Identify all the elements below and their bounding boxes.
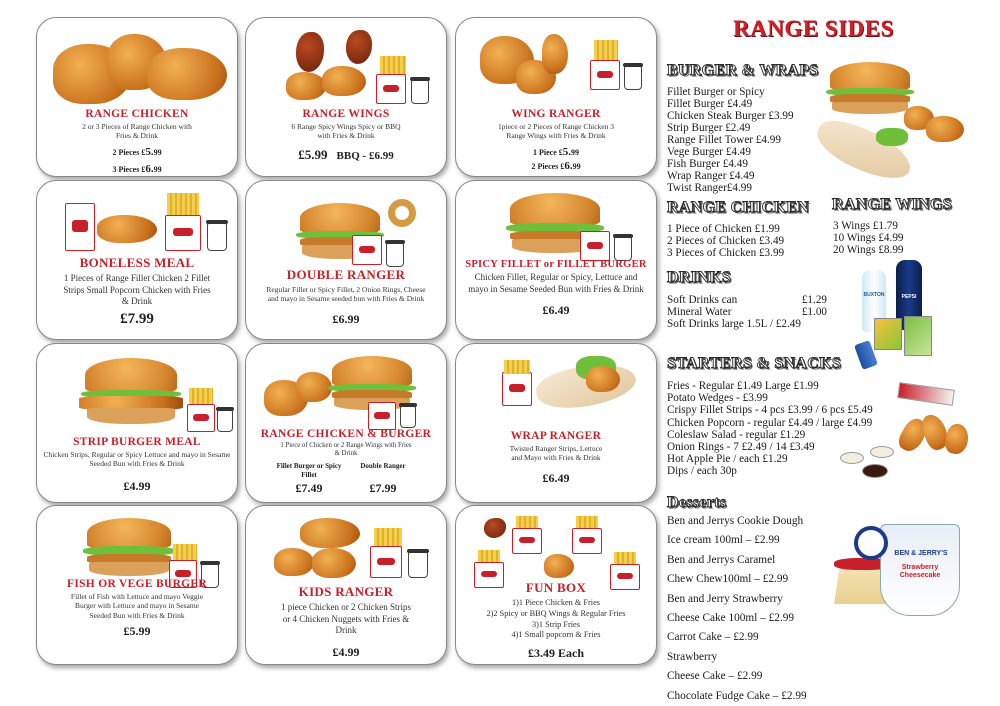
card-kids-ranger[interactable] [245, 505, 447, 665]
card-fun-box[interactable] [455, 505, 657, 665]
list-item: Dips / each 30p [667, 465, 737, 478]
list-item: Onion Rings - 7 £2.49 / 14 £3.49 [667, 441, 815, 454]
list-item: 10 Wings £4.99 [833, 232, 904, 244]
list-item: Ice cream 100ml – £2.99 [667, 534, 780, 547]
card-description: 1piece or 2 Pieces of Range Chicken 3 Range Wings with Fries & Drink [497, 122, 614, 141]
wrap-image [466, 352, 646, 438]
card-description: Chicken Fillet, Regular or Spicy, Lettuce and mayo in Sesame Seeded Bun with Fries & Drink [468, 272, 644, 294]
card-description: 1 Piece of Chicken or 2 Range Wings with Fries & Drink [280, 442, 412, 458]
list-item: Chicken Popcorn - regular £4.49 / large £4.99 [667, 416, 873, 429]
list-item: Soft Drinks large 1.5L / £2.49 [667, 318, 801, 330]
card-description: 2 or 3 Pieces of Range Chicken with Fries & Drink [82, 122, 192, 141]
card-title: RANGE WINGS [302, 108, 390, 120]
card-price: £6.49 [542, 470, 570, 485]
list-item: Fish Burger £4.49 [667, 158, 748, 170]
card-range-chicken[interactable] [36, 17, 238, 177]
card-title: STRIP BURGER MEAL [73, 436, 201, 448]
card-description: 1 Pieces of Range Fillet Chicken 2 Fillet Strips Small Popcorn Chicken with Fries & Drink [63, 273, 211, 307]
card-title: WRAP RANGER [510, 430, 602, 442]
card-title: FUN BOX [525, 580, 587, 595]
strip-burger-image [47, 352, 227, 438]
chicken-and-burger-image [256, 352, 436, 438]
card-wrap-ranger[interactable] [455, 343, 657, 503]
list-item: Twist Ranger£4.99 [667, 182, 752, 194]
section-title-range-wings: RANGE WINGS [832, 196, 952, 213]
card-boneless-meal[interactable] [36, 180, 238, 340]
card-range-wings[interactable] [245, 17, 447, 177]
card-title: KIDS RANGER [298, 584, 394, 599]
list-item: Cheese Cake – £2.99 [667, 670, 763, 683]
card-title: RANGE CHICKEN & BURGER [260, 428, 432, 440]
card-title: WING RANGER [511, 108, 601, 120]
card-wing-ranger[interactable] [455, 17, 657, 177]
range-wings-list [833, 220, 904, 256]
card-description: Fillet of Fish with Lettuce and mayo Veggie Burger with Lettuce and mayo in Sesame Seeded Bun with Fries & Drink [70, 592, 204, 620]
section-title-desserts: Desserts [667, 494, 727, 511]
card-price: £3.49 Each [527, 646, 584, 661]
price-lines: 2 Pieces £5.99 3 Pieces £6.99 [112, 145, 162, 176]
card-title: SPICY FILLET or FILLET BURGER [465, 259, 647, 270]
card-price: £4.99 [123, 478, 151, 493]
section-title-drinks: DRINKS [667, 269, 732, 286]
drinks-list [667, 294, 827, 330]
list-item: 3 Pieces of Chicken £3.99 [667, 247, 785, 259]
list-item: Wrap Ranger £4.49 [667, 170, 755, 182]
section-title-starters: STARTERS & SNACKS [667, 355, 842, 372]
list-item: Mineral Water £1.00 [667, 306, 827, 318]
card-description: Twisted Ranger Strips, Lettuce and Mayo with Fries & Drink [509, 444, 603, 463]
list-item: Ben and Jerry Strawberry [667, 592, 783, 605]
list-item: Crispy Fillet Strips - 4 pcs £3.99 / 6 pcs £5.49 [667, 404, 873, 417]
card-title: RANGE CHICKEN [85, 108, 189, 120]
snacks-image [838, 384, 978, 484]
price-lines: 1 Piece £5.99 2 Pieces £6.99 [531, 145, 581, 173]
double-ranger-image [256, 189, 436, 275]
card-double-ranger[interactable] [245, 180, 447, 340]
list-item: Ben and Jerrys Cookie Dough [667, 515, 804, 527]
card-price: £7.99 [120, 311, 154, 328]
card-price: £5.99 BBQ - £6.99 [298, 146, 394, 162]
wings-meal-image [256, 26, 436, 112]
list-item: Fillet Burger or Spicy [667, 86, 765, 98]
card-range-chicken-burger[interactable] [245, 343, 447, 503]
card-title: FISH OR VEGE BURGER [67, 578, 207, 590]
card-price: £5.99 [123, 624, 151, 639]
price-columns: Fillet Burger or Spicy Fillet £7.49 Double Ranger £7.99 [276, 461, 406, 496]
list-item: Strip Burger £2.49 [667, 122, 751, 134]
card-strip-burger[interactable] [36, 343, 238, 503]
burger-wrap-image [808, 58, 968, 194]
list-item: Cheese Cake 100ml – £2.99 [667, 612, 795, 625]
list-item: 20 Wings £8.99 [833, 244, 904, 256]
list-item: Fillet Burger £4.49 [667, 98, 753, 110]
card-title: BONELESS MEAL [79, 255, 195, 270]
card-description: 1 piece Chicken or 2 Chicken Strips or 4 Chicken Nuggets with Fries & Drink [281, 602, 411, 636]
burger-wraps-list [667, 86, 794, 194]
section-title-burger-wraps: BURGER & WRAPS [667, 62, 819, 79]
card-description: 6 Range Spicy Wings Spicy or BBQ with Fries & Drink [291, 122, 401, 141]
list-item: Carrot Cake – £2.99 [667, 631, 759, 644]
desserts-image: BEN & JERRY'S Strawberry Cheesecake [830, 520, 970, 632]
card-description: Chicken Strips, Regular or Spicy Lettuce and mayo in Sesame Seeded Bun with Fries & Drink [43, 450, 231, 469]
list-item: Hot Apple Pie / each £1.29 [667, 453, 788, 466]
range-sides-heading: RANGE SIDES [733, 16, 894, 41]
list-item: Chicken Steak Burger £3.99 [667, 110, 794, 122]
list-item: 2 Pieces of Chicken £3.49 [667, 235, 785, 247]
range-chicken-list [667, 223, 784, 259]
card-price: £4.99 [332, 645, 360, 660]
list-item: Chew Chew100ml – £2.99 [667, 573, 789, 586]
wing-ranger-image [466, 26, 646, 112]
list-item: Coleslaw Salad - regular £1.29 [667, 428, 806, 441]
drinks-image: BUXTON PEPSI [852, 258, 942, 376]
list-item: Potato Wedges - £3.99 [667, 392, 768, 405]
list-item: Fries - Regular £1.49 Large £1.99 [667, 380, 819, 392]
list-item: Strawberry [667, 650, 718, 663]
list-item: Chocolate Fudge Cake – £2.99 [667, 689, 807, 702]
card-price: £6.49 [542, 303, 570, 318]
card-fish-vege[interactable] [36, 505, 238, 665]
card-spicy-fillet[interactable] [455, 180, 657, 340]
list-item: Range Fillet Tower £4.99 [667, 134, 781, 146]
list-item: Vege Burger £4.49 [667, 146, 751, 158]
card-description: Regular Fillet or Spicy Fillet, 2 Onion Rings, Cheese and mayo in Sesame seeded bun with Fries & Drink [266, 285, 426, 304]
section-title-range-chicken: RANGE CHICKEN [667, 199, 810, 216]
list-item: 1 Piece of Chicken £1.99 [667, 223, 780, 235]
card-description: 1)1 Piece Chicken & Fries 2)2 Spicy or BBQ Wings & Regular Fries 3)1 Strip Fries 4)1 Small popcorn & Fries [486, 598, 626, 640]
card-title: DOUBLE RANGER [286, 267, 406, 282]
list-item: Soft Drinks can £1.29 [667, 294, 827, 306]
fried-chicken-image [47, 26, 227, 112]
card-price: £6.99 [332, 311, 360, 326]
list-item: Ben and Jerrys Caramel [667, 553, 776, 566]
desserts-list [667, 512, 807, 706]
list-item: 3 Wings £1.79 [833, 220, 898, 232]
